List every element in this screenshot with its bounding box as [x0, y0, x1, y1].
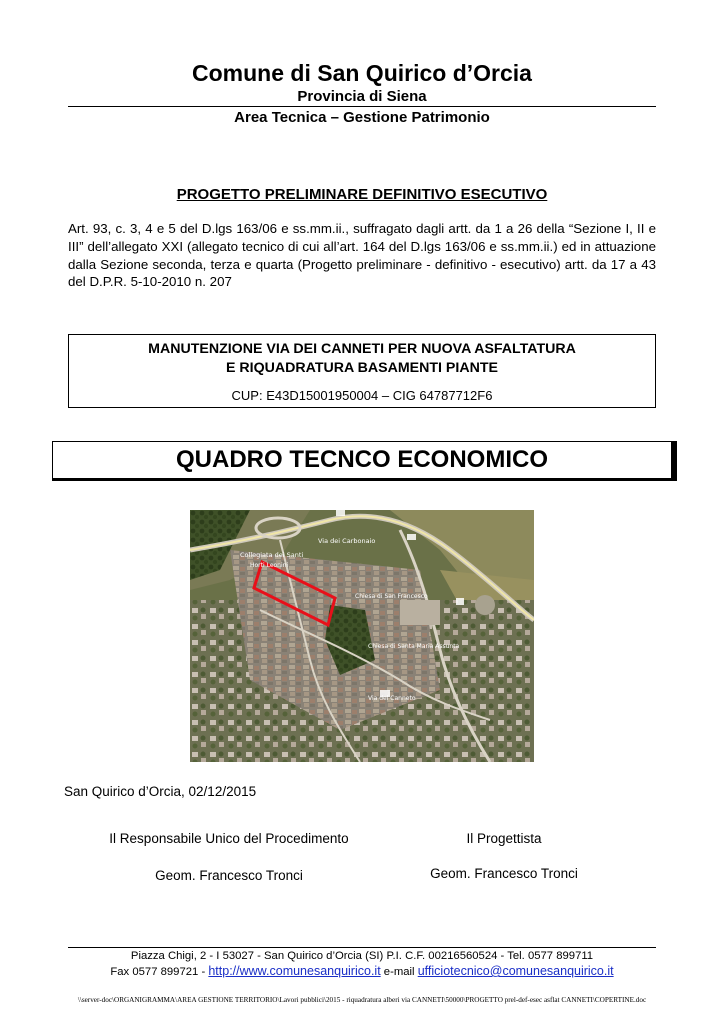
project-phase: [0, 186, 724, 203]
footer-address: Piazza Chigi, 2 - I 53027 - San Quirico d’Orcia (SI) P.I. C.F. 00216560524 - Tel. 0577 899711: [130, 950, 594, 962]
document-title: QUADRO TECNCO ECONOMICO: [176, 446, 548, 473]
map-label-street: Via dei Carbonaio: [318, 537, 376, 545]
website-link[interactable]: http://www.comunesanquirico.it: [208, 964, 381, 978]
province-name: Provincia di Siena: [297, 88, 427, 105]
footer-divider: [68, 947, 656, 948]
map-label-collegiata: Collegiata dei Santi: [240, 551, 304, 559]
rup-name: Geom. Francesco Tronci: [155, 868, 303, 883]
footer-contacts: [0, 964, 724, 978]
header-divider: [68, 106, 656, 107]
file-path: \\server-doc\ORGANIGRAMMA\AREA GESTIONE TERRITORIO\Lavori pubblici\2015 - riquadratura alberi via CANNETI\50000\PROGETTO prel-def-esec asflat CANNETI\COPERTINE.doc: [77, 996, 647, 1004]
designer-name: Geom. Francesco Tronci: [430, 866, 578, 881]
department-name: Area Tecnica – Gestione Patrimonio: [234, 109, 490, 126]
municipality-title: Comune di San Quirico d’Orcia: [192, 60, 532, 86]
aerial-map-image: [190, 510, 534, 762]
document-title-box: [52, 441, 677, 481]
footer-email-label: e-mail: [380, 966, 418, 978]
email-link[interactable]: ufficiotecnico@comunesanquirico.it: [417, 964, 614, 978]
project-codes: CUP: E43D15001950004 – CIG 64787712F6: [231, 388, 493, 403]
designer-role: Il Progettista: [466, 831, 542, 846]
aerial-map: [190, 510, 534, 762]
map-label-san-francesco: Chiesa di San Francesco: [355, 593, 428, 600]
footer-fax: Fax 0577 899721 -: [110, 966, 209, 978]
project-title-line1: MANUTENZIONE VIA DEI CANNETI PER NUOVA ASFALTATURA: [148, 341, 576, 357]
project-title-line2: E RIQUADRATURA BASAMENTI PIANTE: [226, 360, 498, 376]
rup-role: Il Responsabile Unico del Procedimento: [109, 831, 349, 846]
legal-reference: Art. 93, c. 3, 4 e 5 del D.lgs 163/06 e ss.mm.ii., suffragato dagli artt. da 1 a 26 della “Sezione I, II e III” dell’allegato XXI (allegato tecnico di cui all’art. 164 del D.lgs 163/06 e ss.mm.ii.) ed in attuazione dalla Sezione seconda, terza e quarta (Progetto preliminare - definitivo - esecutivo) artt. da 17 a 43 del D.P.R. 5-10-2010 n. 207: [68, 221, 656, 290]
map-label-canneto: Via del Canneto: [368, 695, 416, 702]
map-label-horti: Horti Leonini: [250, 562, 289, 569]
map-label-santa-maria: Chiesa di Santa Maria Assunta: [368, 643, 460, 650]
project-box: [68, 334, 656, 408]
place-date: San Quirico d’Orcia, 02/12/2015: [64, 784, 257, 799]
project-phase-text: PROGETTO PRELIMINARE DEFINITIVO ESECUTIVO: [176, 186, 548, 203]
